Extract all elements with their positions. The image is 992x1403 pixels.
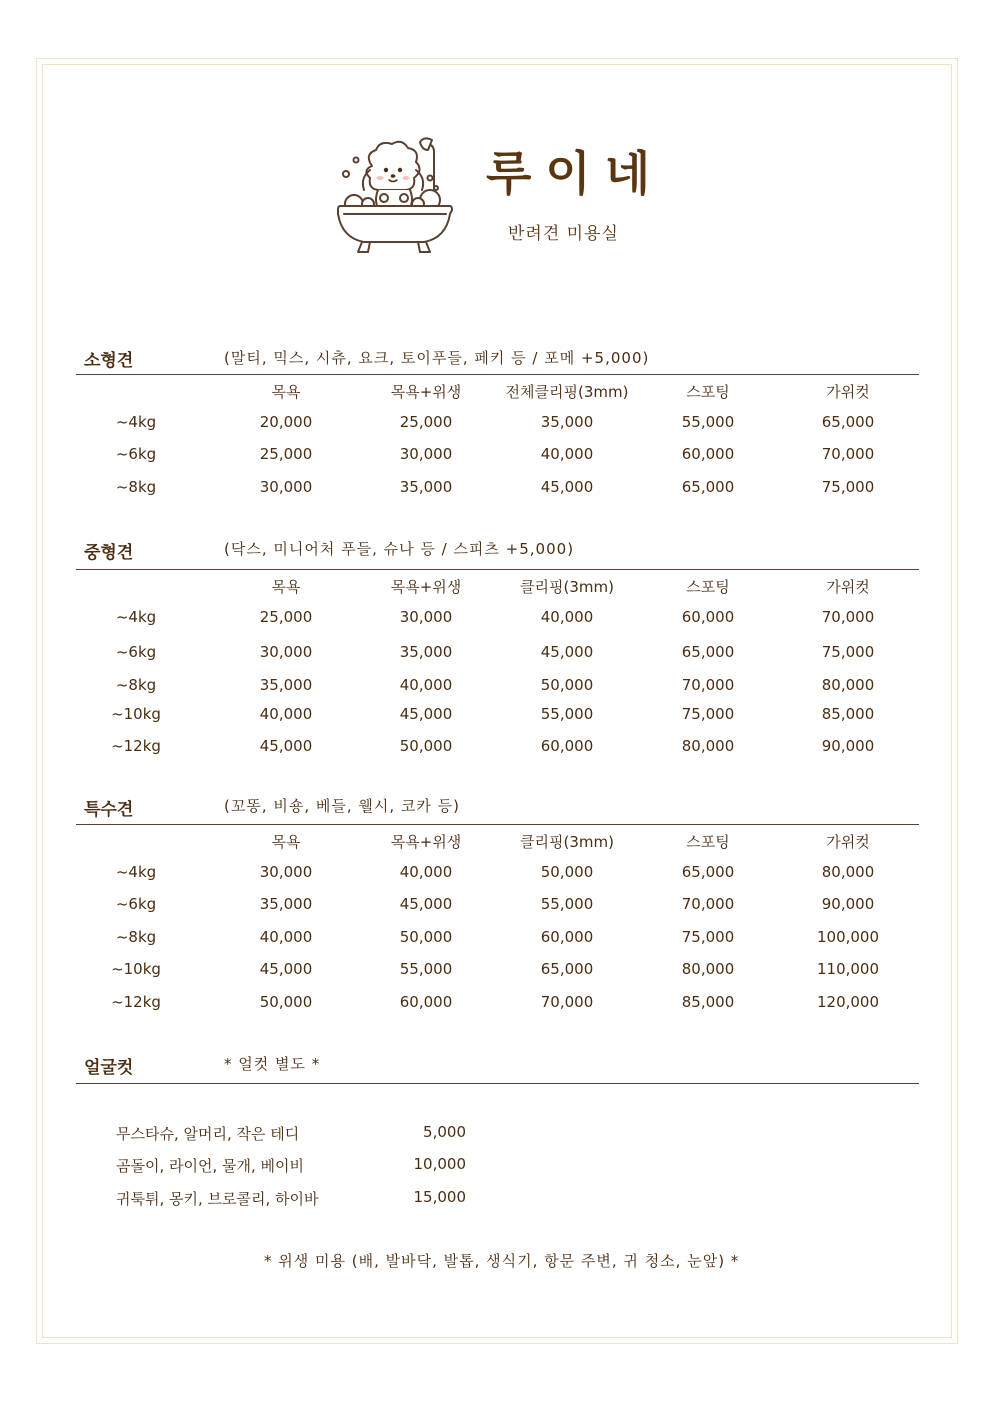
price-cell: 40,000 [540,608,594,626]
price-cell: 45,000 [259,960,313,978]
column-header: 스포팅 [686,578,730,596]
price-cell: 25,000 [399,413,453,431]
price-cell: 55,000 [540,705,594,723]
weight-label: ~8kg [115,676,157,694]
face-cut-price: 10,000 [413,1155,466,1173]
weight-label: ~4kg [115,608,157,626]
price-cell: 65,000 [681,863,735,881]
price-cell: 90,000 [821,737,875,755]
price-cell: 120,000 [816,993,880,1011]
price-cell: 100,000 [816,928,880,946]
price-cell: 45,000 [259,737,313,755]
price-cell: 110,000 [816,960,880,978]
weight-label: ~10kg [111,705,161,723]
face-cut-name: 곰돌이, 라이언, 물개, 베이비 [116,1157,304,1175]
price-cell: 75,000 [681,928,735,946]
price-cell: 50,000 [540,676,594,694]
column-header: 목욕+위생 [390,383,462,401]
weight-label: ~8kg [115,928,157,946]
price-cell: 30,000 [259,478,313,496]
section-title-small: 소형견 [84,351,134,371]
column-header: 클리핑(3mm) [520,833,614,851]
dog-bathtub-logo [334,134,456,256]
price-cell: 75,000 [821,478,875,496]
section-note-medium: (닥스, 미니어처 푸들, 슈나 등 / 스피츠 +5,000) [224,540,575,558]
price-cell: 45,000 [540,643,594,661]
section-note-special: (꼬똥, 비숑, 베들, 웰시, 코카 등) [224,797,461,815]
section-title-face: 얼굴컷 [84,1058,134,1078]
price-cell: 70,000 [540,993,594,1011]
hygiene-footer-note: * 위생 미용 (배, 발바닥, 발톱, 생식기, 항문 주변, 귀 청소, 눈앞) * [264,1252,740,1270]
section-title-special: 특수견 [84,800,134,820]
weight-label: ~12kg [111,737,161,755]
price-cell: 70,000 [681,895,735,913]
price-cell: 45,000 [540,478,594,496]
section-note-face: * 얼컷 별도 * [224,1055,321,1073]
price-cell: 50,000 [259,993,313,1011]
price-cell: 35,000 [259,676,313,694]
price-cell: 65,000 [681,643,735,661]
price-cell: 25,000 [259,445,313,463]
price-cell: 60,000 [540,928,594,946]
price-cell: 85,000 [681,993,735,1011]
price-cell: 65,000 [681,478,735,496]
price-cell: 75,000 [681,705,735,723]
weight-label: ~6kg [115,445,157,463]
column-header: 목욕 [271,833,301,851]
price-cell: 40,000 [259,928,313,946]
price-cell: 50,000 [540,863,594,881]
price-cell: 35,000 [399,643,453,661]
price-cell: 80,000 [681,960,735,978]
price-cell: 85,000 [821,705,875,723]
price-cell: 80,000 [821,863,875,881]
column-header: 목욕+위생 [390,578,462,596]
price-cell: 30,000 [259,863,313,881]
price-cell: 60,000 [540,737,594,755]
price-cell: 55,000 [681,413,735,431]
column-header: 목욕 [271,578,301,596]
section-note-small: (말티, 믹스, 시츄, 요크, 토이푸들, 페키 등 / 포메 +5,000) [224,349,650,367]
price-cell: 40,000 [399,863,453,881]
price-cell: 90,000 [821,895,875,913]
section-title-medium: 중형견 [84,543,134,563]
price-cell: 40,000 [540,445,594,463]
section-divider [76,824,919,825]
face-cut-name: 무스타슈, 알머리, 작은 테디 [116,1125,300,1143]
price-cell: 55,000 [540,895,594,913]
weight-label: ~4kg [115,863,157,881]
price-cell: 25,000 [259,608,313,626]
column-header: 클리핑(3mm) [520,578,614,596]
page-border-inner [42,64,952,1338]
column-header: 스포팅 [686,383,730,401]
price-cell: 60,000 [681,445,735,463]
face-cut-name: 귀툭튀, 몽키, 브로콜리, 하이바 [116,1190,319,1208]
weight-label: ~12kg [111,993,161,1011]
column-header: 가위컷 [826,578,870,596]
price-cell: 70,000 [821,445,875,463]
weight-label: ~6kg [115,895,157,913]
price-cell: 30,000 [399,445,453,463]
shop-title: 루이네 [486,147,665,202]
price-cell: 40,000 [399,676,453,694]
price-cell: 70,000 [821,608,875,626]
weight-label: ~10kg [111,960,161,978]
price-cell: 35,000 [540,413,594,431]
section-divider [76,1083,919,1084]
price-cell: 80,000 [681,737,735,755]
price-cell: 65,000 [540,960,594,978]
weight-label: ~8kg [115,478,157,496]
price-cell: 60,000 [681,608,735,626]
column-header: 전체클리핑(3mm) [505,383,629,401]
price-cell: 20,000 [259,413,313,431]
section-divider [76,569,919,570]
shop-subtitle: 반려견 미용실 [508,224,619,244]
price-cell: 60,000 [399,993,453,1011]
price-cell: 55,000 [399,960,453,978]
column-header: 목욕 [271,383,301,401]
price-cell: 35,000 [399,478,453,496]
column-header: 가위컷 [826,833,870,851]
price-cell: 45,000 [399,895,453,913]
weight-label: ~4kg [115,413,157,431]
price-cell: 65,000 [821,413,875,431]
price-cell: 70,000 [681,676,735,694]
price-cell: 30,000 [259,643,313,661]
face-cut-price: 15,000 [413,1188,466,1206]
price-cell: 50,000 [399,737,453,755]
price-cell: 35,000 [259,895,313,913]
column-header: 목욕+위생 [390,833,462,851]
column-header: 스포팅 [686,833,730,851]
column-header: 가위컷 [826,383,870,401]
price-cell: 75,000 [821,643,875,661]
face-cut-price: 5,000 [423,1123,466,1141]
section-divider [76,374,919,375]
price-cell: 40,000 [259,705,313,723]
price-cell: 80,000 [821,676,875,694]
price-cell: 50,000 [399,928,453,946]
price-cell: 45,000 [399,705,453,723]
price-cell: 30,000 [399,608,453,626]
weight-label: ~6kg [115,643,157,661]
